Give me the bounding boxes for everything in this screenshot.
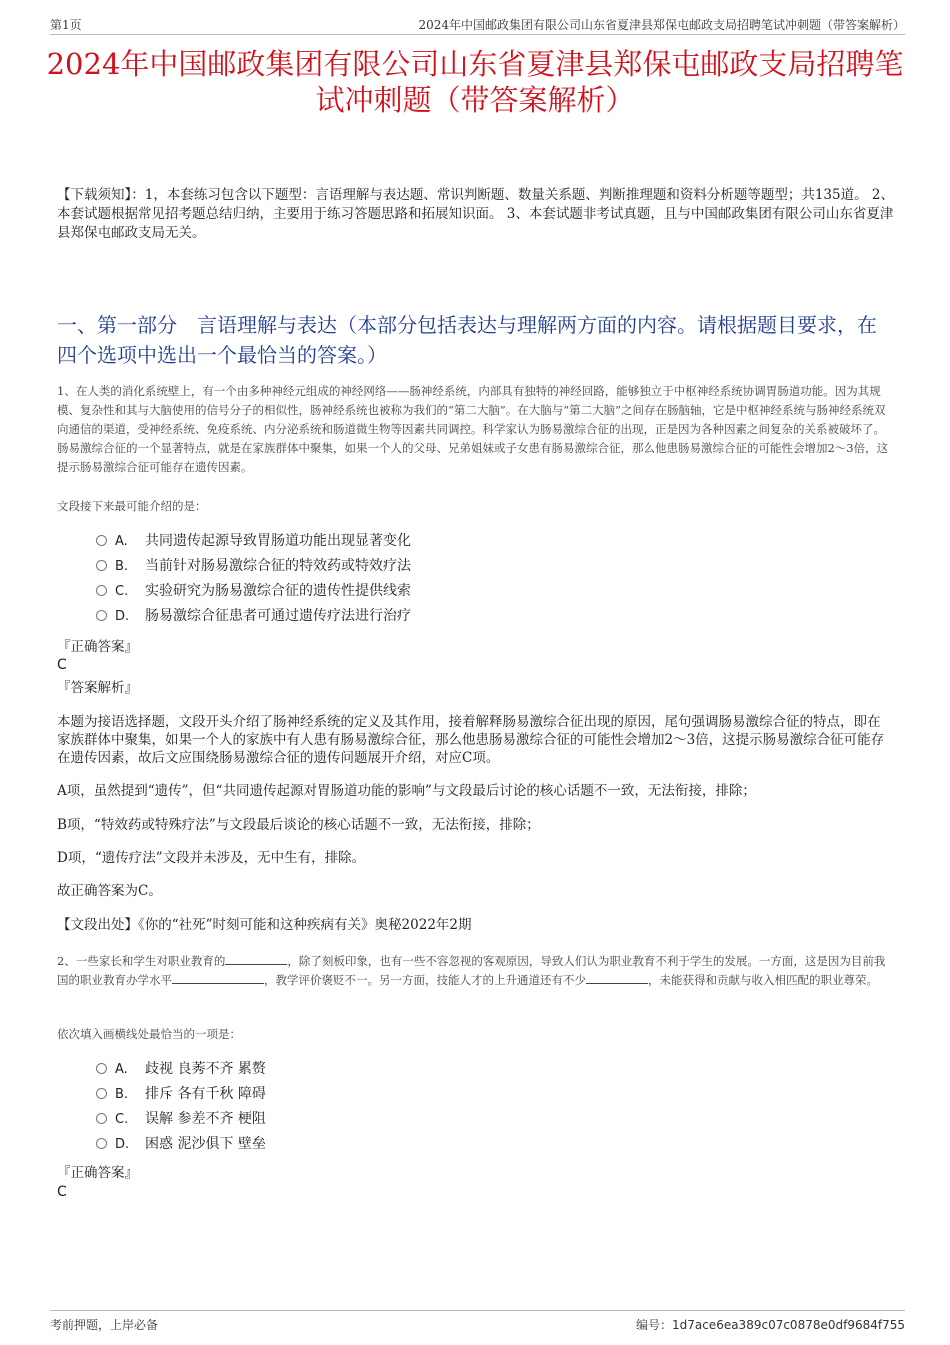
section-heading: 一、第一部分 言语理解与表达（本部分包括表达与理解两方面的内容。请根据题目要求，在四个选项中选出一个最恰当的答案。）	[57, 313, 877, 367]
q1-option-a[interactable]	[96, 529, 411, 554]
option-text: 肠易激综合征患者可通过遗传疗法进行治疗	[145, 608, 411, 624]
q1-analysis-main: 本题为接语选择题，文段开头介绍了肠神经系统的定义及其作用，接着解释肠易激综合征出现的原因，尾句强调肠易激综合征的特点，即在家族群体中聚集，如果一个人的家族中有人患有肠易激综合征，那么他患肠易激综合征的可能性会增加2～3倍，这提示肠易激综合征可能存在遗传因素，故后文应围绕肠易激综合征的遗传问题展开介绍，对应C项。	[57, 714, 885, 766]
radio-icon[interactable]	[96, 1088, 107, 1099]
radio-icon[interactable]	[96, 560, 107, 571]
q1-stem: 1、在人类的消化系统壁上，有一个由多种神经元组成的神经网络——肠神经系统，内部具有独特的神经回路，能够独立于中枢神经系统协调胃肠道功能。因为其规模、复杂性和其与大脑使用的信号分子的相似性，肠神经系统也被称为我们的“第二大脑”。在大脑与“第二大脑”之间存在肠脑轴，它是中枢神经系统与肠神经系统双向通信的渠道，受神经系统、免疫系统、内分泌系统和肠道微生物等因素共同调控。科学家认为肠易激综合征的出现，正是因为各种因素之间复杂的关系被破坏了。肠易激综合征的一个显著特点，就是在家族群体中聚集，如果一个人的父母、兄弟姐妹或子女患有肠易激综合征，那么他患肠易激综合征的可能性会增加2～3倍，这提示肠易激综合征可能存在遗传因素。	[57, 384, 889, 474]
footer-code-value: 1d7ace6ea389c07c0878e0df9684f755	[671, 1318, 905, 1332]
radio-icon[interactable]	[96, 1113, 107, 1124]
q2-option-d[interactable]	[96, 1132, 266, 1157]
q2-option-c[interactable]	[96, 1107, 266, 1132]
option-text: 误解 参差不齐 梗阻	[145, 1111, 266, 1127]
q2-answer: C	[57, 1184, 67, 1200]
radio-icon[interactable]	[96, 585, 107, 596]
radio-icon[interactable]	[96, 535, 107, 546]
option-text: 困惑 泥沙俱下 壁垒	[145, 1136, 266, 1152]
q2-answer-label: 『正确答案』	[57, 1165, 138, 1181]
page-number: 第1页	[50, 18, 82, 32]
option-text: 实验研究为肠易激综合征的遗传性提供线索	[145, 583, 411, 599]
q1-option-b[interactable]	[96, 554, 411, 579]
q2-option-b[interactable]	[96, 1082, 266, 1107]
footer-code	[636, 1316, 905, 1333]
option-key: A.	[115, 534, 128, 549]
option-key: D.	[115, 1137, 130, 1152]
q2-option-a[interactable]	[96, 1057, 266, 1082]
q2-stem-part-3: ，教学评价褒贬不一。另一方面，技能人才的上升通道还有不少	[264, 973, 586, 987]
option-text: 当前针对肠易激综合征的特效药或特效疗法	[145, 558, 411, 574]
q2-stem	[57, 952, 895, 990]
footer-code-label: 编号：	[635, 1318, 672, 1332]
page-header	[50, 14, 905, 35]
q2-options	[96, 1057, 266, 1157]
option-text: 共同遗传起源导致胃肠道功能出现显著变化	[145, 533, 411, 549]
blank-2	[172, 973, 264, 984]
radio-icon[interactable]	[96, 1138, 107, 1149]
option-key: B.	[115, 559, 129, 574]
q1-analysis-b: B项，“特效药或特殊疗法”与文段最后谈论的核心话题不一致，无法衔接，排除；	[57, 817, 540, 833]
option-key: C.	[115, 1112, 129, 1127]
q2-prompt: 依次填入画横线处最恰当的一项是：	[57, 1027, 241, 1041]
q1-source: 【文段出处】《你的“社死”时刻可能和这种疾病有关》奥秘2022年2期	[57, 917, 472, 933]
q2-stem-part-2: ，除了刻板印象，也有一些不容忽视的客观原因，导致人们认为职业教育不利于学生的发展。一方面，这是因为目前我国的职业教育办学水平	[57, 954, 886, 987]
header-doc-title: 2024年中国邮政集团有限公司山东省夏津县郑保屯邮政支局招聘笔试冲刺题（带答案解析）	[418, 18, 905, 32]
download-notice: 【下载须知】：1，本套练习包含以下题型：言语理解与表达题、常识判断题、数量关系题、判断推理题和资料分析题等题型；共135道。 2、本套试题根据常见招考题总结归纳，主要用于练习答题思路和拓展知识面。 3、本套试题非考试真题，且与中国邮政集团有限公司山东省夏津县郑保屯邮政支局无关。	[57, 187, 894, 241]
option-key: B.	[115, 1087, 129, 1102]
q1-prompt: 文段接下来最可能介绍的是：	[57, 499, 207, 513]
blank-3	[586, 973, 648, 984]
document-title: 2024年中国邮政集团有限公司山东省夏津县郑保屯邮政支局招聘笔试冲刺题（带答案解析）	[46, 47, 904, 117]
q1-analysis-conclusion: 故正确答案为C。	[57, 883, 162, 899]
blank-1	[225, 954, 287, 965]
option-key: A.	[115, 1062, 128, 1077]
option-key: C.	[115, 584, 129, 599]
option-key: D.	[115, 609, 130, 624]
option-text: 排斥 各有千秋 障碍	[145, 1086, 266, 1102]
page-footer	[50, 1310, 905, 1335]
q2-stem-part-1: 2、一些家长和学生对职业教育的	[57, 954, 226, 968]
q2-stem-part-4: ，未能获得和贡献与收入相匹配的职业尊荣。	[648, 973, 878, 987]
q1-answer-label: 『正确答案』	[57, 639, 138, 655]
q1-analysis-d: D项，“遗传疗法”文段并未涉及，无中生有，排除。	[57, 850, 366, 866]
q1-option-c[interactable]	[96, 579, 411, 604]
q1-options	[96, 529, 411, 629]
q1-analysis-a: A项，虽然提到“遗传”，但“共同遗传起源对胃肠道功能的影响”与文段最后讨论的核心话题不一致，无法衔接，排除；	[57, 783, 756, 799]
footer-slogan: 考前押题，上岸必备	[50, 1318, 159, 1332]
option-text: 歧视 良莠不齐 累赘	[145, 1061, 266, 1077]
q1-answer: C	[57, 657, 67, 673]
radio-icon[interactable]	[96, 610, 107, 621]
q1-option-d[interactable]	[96, 604, 411, 629]
radio-icon[interactable]	[96, 1063, 107, 1074]
q1-analysis-label: 『答案解析』	[57, 680, 138, 696]
